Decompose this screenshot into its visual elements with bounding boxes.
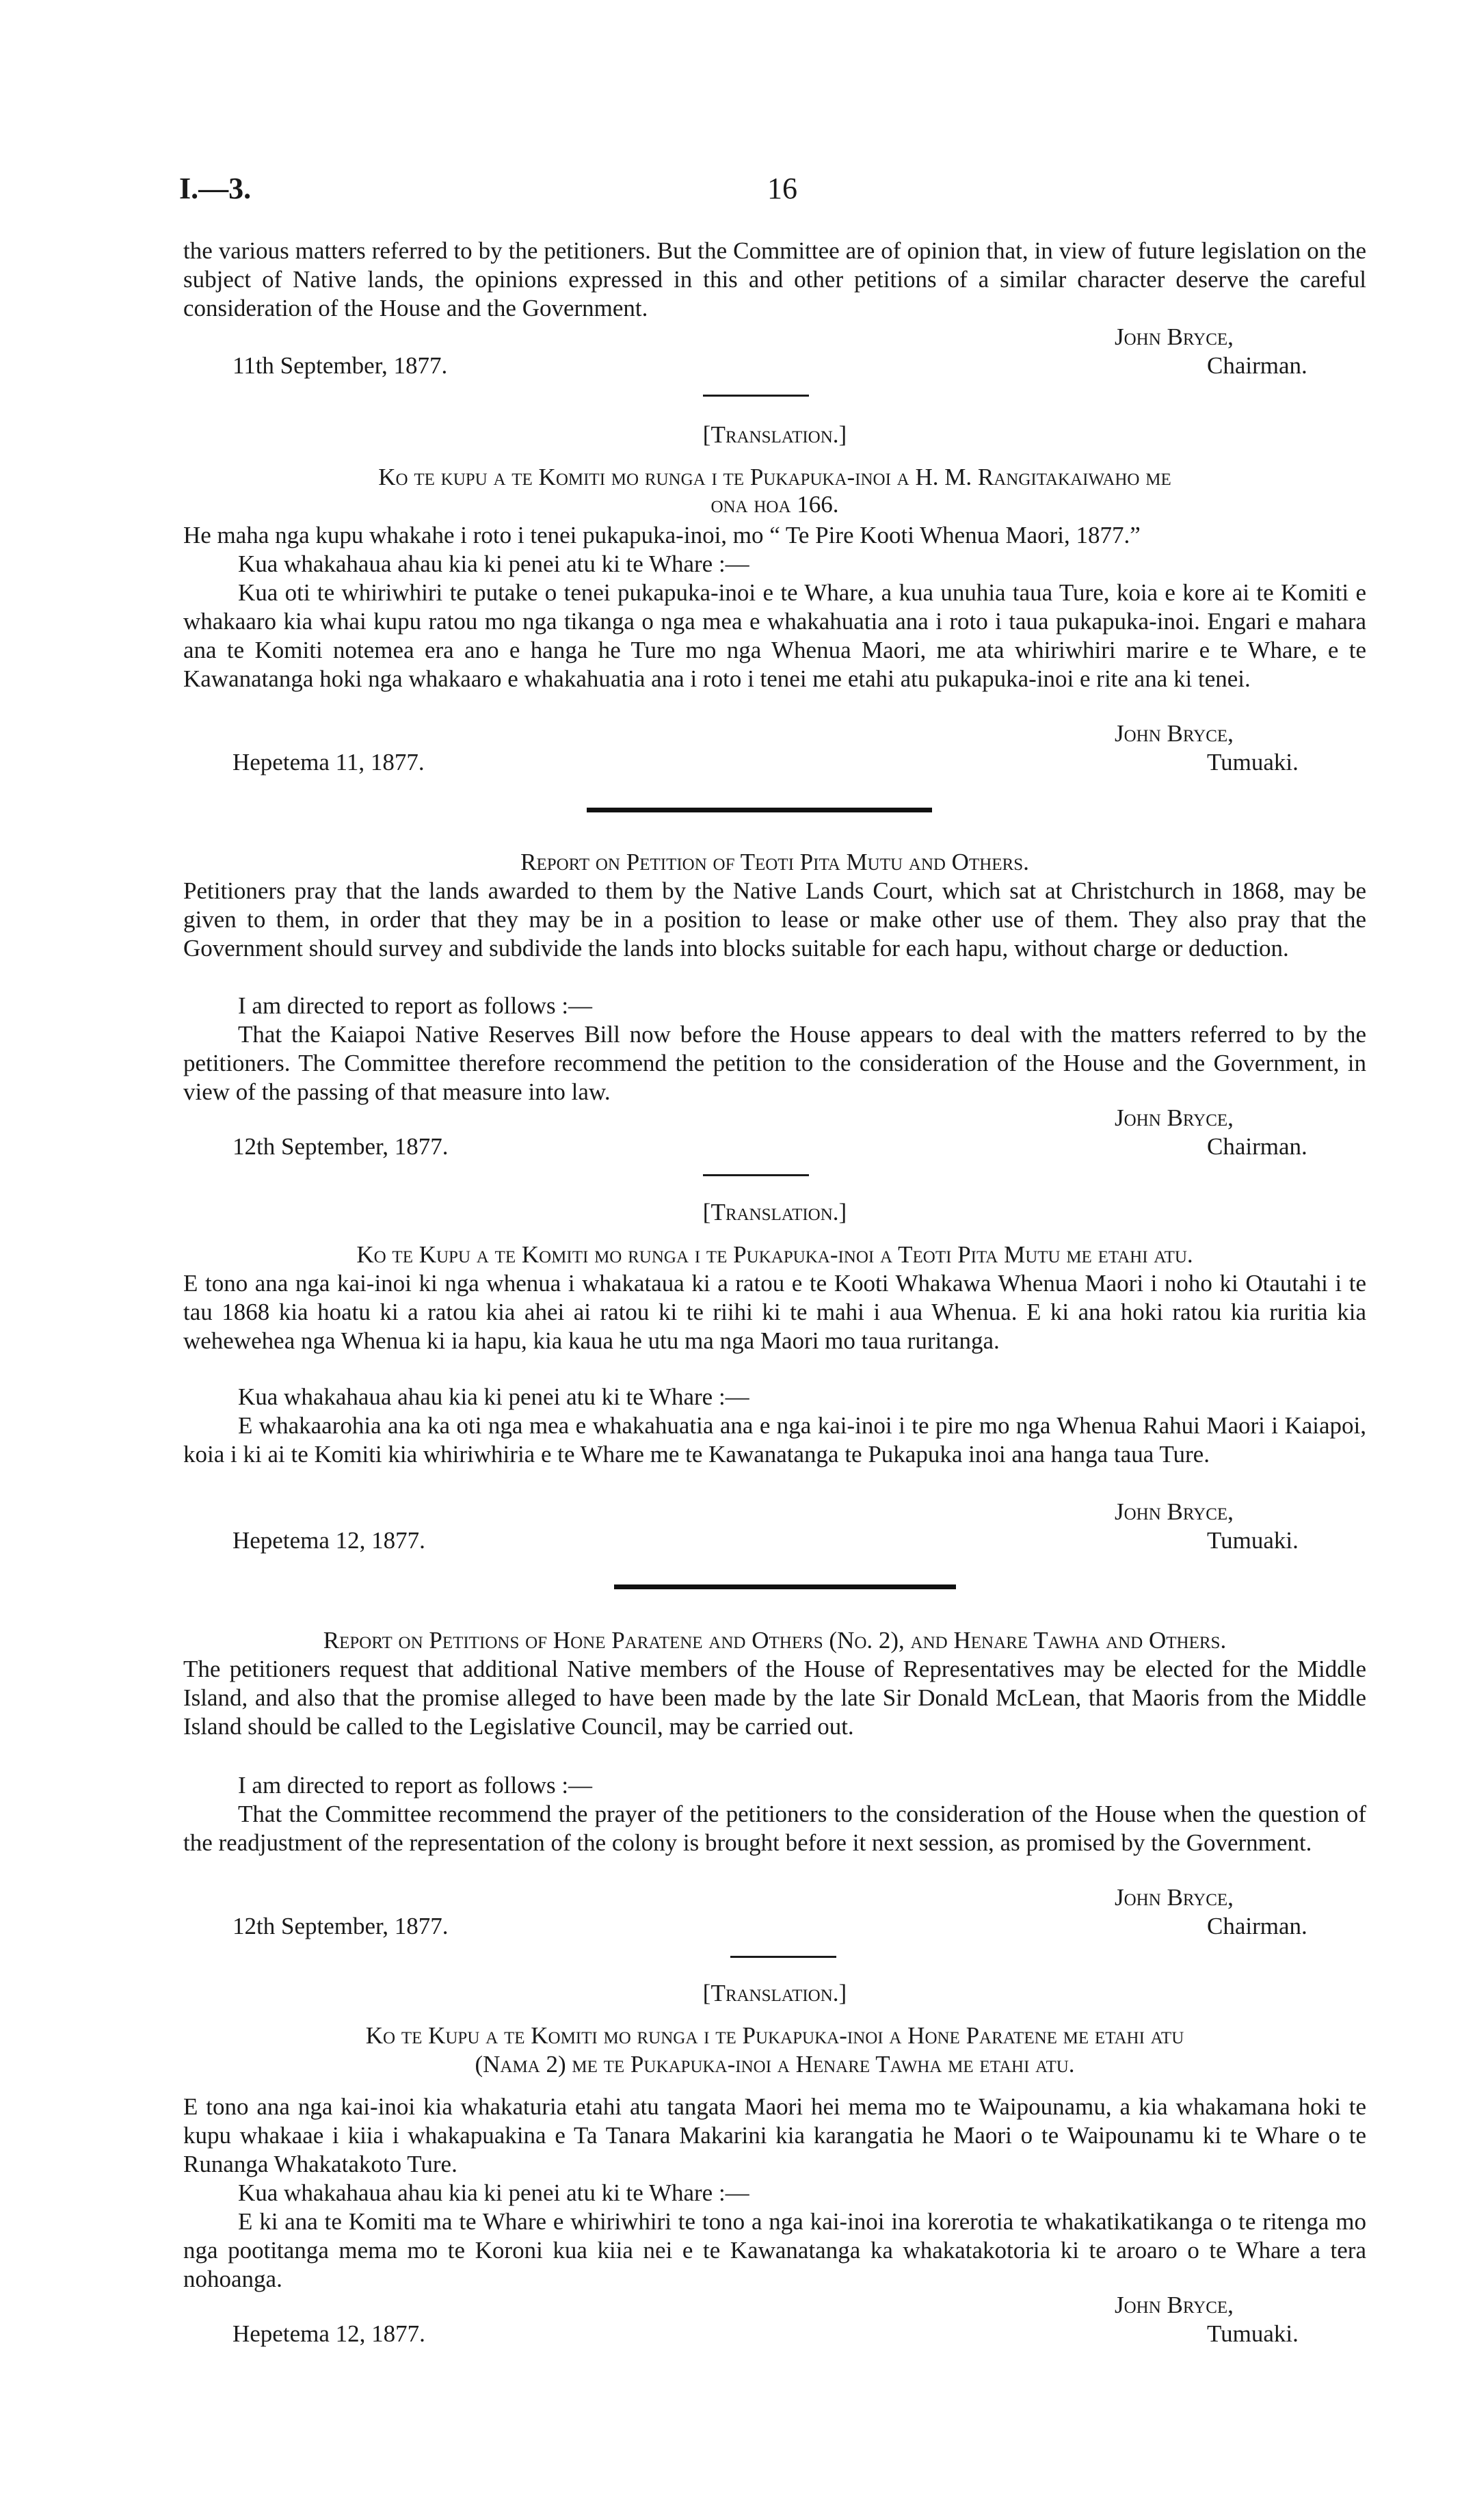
translation3-paragraph-3: E ki ana te Komiti ma te Whare e whiriwhiri te tono a nga kai-inoi ina korerotia te whakatikatikanga o te ritenga mo nga pootitanga mema mo te Koroni kua kiia nei e te Kawanatanga ka whakatakotoria ki te aroaro o te Whare a tera nohoanga. bbox=[183, 2208, 1366, 2292]
translation3-date: Hepetema 12, 1877. bbox=[232, 2320, 425, 2347]
translation2-paragraph-1: E tono ana nga kai-inoi ki nga whenua i whakataua ki a ratou e te Kooti Whakawa Whenua Maori i noho ki Otautahi i te tau 1868 kia hoatu ki a ratou kia ahei ai ratou ki te riihi ki te mahi i aua Whenua. E ki ana hoki ratou kia ruritia kia wehewehea nga Whenua ki ia hapu, kia kaua he utu ma nga Maori mo taua ruritanga. bbox=[183, 1270, 1366, 1354]
report2-paragraph-3: That the Kaiapoi Native Reserves Bill now before the House appears to deal with the matters referred to by the petitioners. The Committee therefore recommend the petition to the consideration of the House and the Government, in view of the passing of that measure into law. bbox=[183, 1021, 1366, 1105]
section1-signer: John Bryce, bbox=[1115, 323, 1234, 350]
translation3-role: Tumuaki. bbox=[1207, 2320, 1299, 2347]
translation1-title-line2: ona hoa 166. bbox=[710, 491, 839, 518]
divider bbox=[703, 1174, 809, 1176]
translation3-paragraph-1: E tono ana nga kai-inoi kia whakaturia etahi atu tangata Maori hei mema mo te Waipounamu, a kia whakamana hoki te kupu whakaae i kiia i whakapuakina e Ta Tanara Makarini kia karangatia he Maori o te Waipounamu ki te Whare o te Runanga Whakatakoto Ture. bbox=[183, 2093, 1366, 2177]
translation3-label: [Translation.] bbox=[702, 1980, 847, 2006]
section-divider bbox=[614, 1584, 956, 1589]
report3-title: Report on Petitions of Hone Paratene and Others (No. 2), and Henare Tawha and Others. bbox=[323, 1627, 1227, 1654]
translation1-paragraph-2: Kua whakahaua ahau kia ki penei atu ki te Whare :— bbox=[238, 551, 749, 577]
report2-signer: John Bryce, bbox=[1115, 1104, 1234, 1131]
section1-paragraph: the various matters referred to by the petitioners. But the Committee are of opinion that, in view of future legislation on the subject of Native lands, the opinions expressed in this and other petitions of a similar character deserve the careful consideration of the House and the Government. bbox=[183, 237, 1366, 321]
translation3-title-line2: (Nama 2) me te Pukapuka-inoi a Henare Tawha me etahi atu. bbox=[475, 2051, 1075, 2078]
translation2-paragraph-2: Kua whakahaua ahau kia ki penei atu ki te Whare :— bbox=[238, 1383, 749, 1410]
translation3-paragraph-2: Kua whakahaua ahau kia ki penei atu ki te Whare :— bbox=[238, 2179, 749, 2206]
translation3-title-line1: Ko te Kupu a te Komiti mo runga i te Pukapuka-inoi a Hone Paratene me etahi atu bbox=[365, 2022, 1184, 2049]
document-reference: I.—3. bbox=[179, 172, 252, 205]
section-divider bbox=[587, 808, 932, 812]
report3-date: 12th September, 1877. bbox=[232, 1913, 449, 1939]
translation2-date: Hepetema 12, 1877. bbox=[232, 1527, 425, 1554]
translation3-signer: John Bryce, bbox=[1115, 2292, 1234, 2318]
translation2-role: Tumuaki. bbox=[1207, 1527, 1299, 1554]
translation2-signer: John Bryce, bbox=[1115, 1498, 1234, 1525]
divider bbox=[703, 395, 809, 397]
translation2-paragraph-3: E whakaarohia ana ka oti nga mea e whakahuatia ana e nga kai-inoi i te pire mo nga Whenua Rahui Maori i Kaiapoi, koia i ki ai te Komiti kia whiriwhiria e te Whare me te Kawanatanga te Pukapuka inoi ana hanga taua Ture. bbox=[183, 1412, 1366, 1468]
section1-date: 11th September, 1877. bbox=[232, 352, 448, 379]
report3-paragraph-3: That the Committee recommend the prayer of the petitioners to the consideration of the House when the question of the readjustment of the representation of the colony is brought before it next session, as promised by the Government. bbox=[183, 1801, 1366, 1856]
report2-title: Report on Petition of Teoti Pita Mutu and Others. bbox=[520, 849, 1029, 875]
translation1-signer: John Bryce, bbox=[1115, 720, 1234, 747]
section1-role: Chairman. bbox=[1207, 352, 1307, 379]
report2-date: 12th September, 1877. bbox=[232, 1133, 449, 1160]
report3-signer: John Bryce, bbox=[1115, 1884, 1234, 1911]
translation1-paragraph-1: He maha nga kupu whakahe i roto i tenei pukapuka-inoi, mo “ Te Pire Kooti Whenua Maori, 1877.” bbox=[183, 522, 1141, 548]
translation1-label: [Translation.] bbox=[702, 421, 847, 448]
report3-role: Chairman. bbox=[1207, 1913, 1307, 1939]
report2-paragraph-2: I am directed to report as follows :— bbox=[238, 992, 593, 1019]
report2-role: Chairman. bbox=[1207, 1133, 1307, 1160]
page-number: 16 bbox=[767, 172, 797, 205]
report3-paragraph-1: The petitioners request that additional Native members of the House of Representatives may be elected for the Middle Island, and also that the promise alleged to have been made by the late Sir Donald McLean, that Maoris from the Middle Island should be called to the Legislative Council, may be carried out. bbox=[183, 1656, 1366, 1740]
divider bbox=[730, 1956, 836, 1958]
translation1-date: Hepetema 11, 1877. bbox=[232, 749, 425, 775]
translation1-role: Tumuaki. bbox=[1207, 749, 1299, 775]
report3-paragraph-2: I am directed to report as follows :— bbox=[238, 1772, 593, 1799]
translation2-label: [Translation.] bbox=[702, 1199, 847, 1225]
translation2-title: Ko te Kupu a te Komiti mo runga i te Pukapuka-inoi a Teoti Pita Mutu me etahi atu. bbox=[356, 1241, 1193, 1268]
translation1-paragraph-3: Kua oti te whiriwhiri te putake o tenei pukapuka-inoi e te Whare, a kua unuhia taua Ture, koia e kore ai te Komiti e whakaaro kia whai kupu ratou mo nga tikanga o nga mea e whakahuatia ana i roto i taua pukapuka-inoi. Engari e mahara ana te Komiti notemea era ano e hanga he Ture mo nga Whenua Maori, me ata whiriwhiri marire e te Whare, e te Kawanatanga hoki nga whakaaro e whakahuatia ana i roto i tenei me etahi atu pukapuka-inoi e rite ana ki tenei. bbox=[183, 579, 1366, 692]
report2-paragraph-1: Petitioners pray that the lands awarded to them by the Native Lands Court, which sat at Christchurch in 1868, may be given to them, in order that they may be in a position to lease or make other use of them. They also pray that the Government should survey and subdivide the lands into blocks suitable for each hapu, without charge or deduction. bbox=[183, 877, 1366, 961]
translation1-title-line1: Ko te kupu a te Komiti mo runga i te Pukapuka-inoi a H. M. Rangitakaiwaho me bbox=[378, 464, 1171, 490]
